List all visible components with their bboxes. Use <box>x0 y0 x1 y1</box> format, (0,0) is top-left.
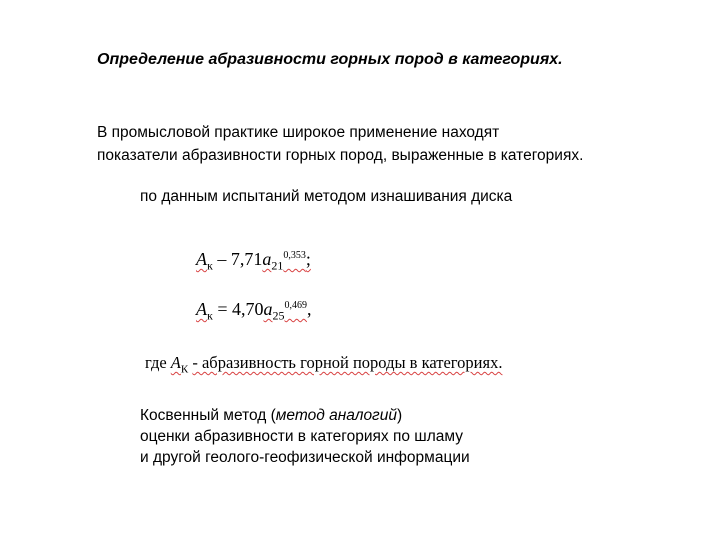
where-definition <box>145 353 502 375</box>
method-line: по данным испытаний методом изнашивания диска <box>140 188 513 205</box>
formula-1 <box>196 249 311 274</box>
intro-line-1: В промысловой практике широкое применение находят <box>97 124 500 141</box>
indirect-method-paragraph <box>140 405 470 468</box>
formula-1-variable: $a_{21}^{0,353}$; <box>262 249 311 273</box>
where-prefix: где <box>145 353 167 372</box>
intro-paragraph <box>97 121 583 167</box>
indirect-line-1: Косвенный метод (метод аналогий) <box>140 407 403 424</box>
page-title: Определение абразивности горных пород в категориях. <box>97 51 563 68</box>
formula-2-variable: $a_{25}^{0,469}$ <box>263 299 307 323</box>
where-text: - абразивность горной породы в категориях. <box>192 353 503 372</box>
indirect-line-2: оценки абразивности в категориях по шламу <box>140 428 463 445</box>
intro-line-2: показатели абразивности горных пород, выраженные в категориях. <box>97 147 584 164</box>
indirect-line-3: и другой геолого-геофизической информации <box>140 449 470 466</box>
where-symbol: $А_К$ <box>170 353 189 376</box>
formula-1-operator: – 7,71 <box>217 249 263 269</box>
formula-2: $А_к = 4,70a_{25}^{0,469}$, <box>196 299 312 323</box>
formula-2-operator: = 4,70 <box>217 299 264 319</box>
formula-2-lhs: $А_к$ <box>196 299 213 323</box>
formula-1-lhs: $А_к$ <box>196 249 213 273</box>
